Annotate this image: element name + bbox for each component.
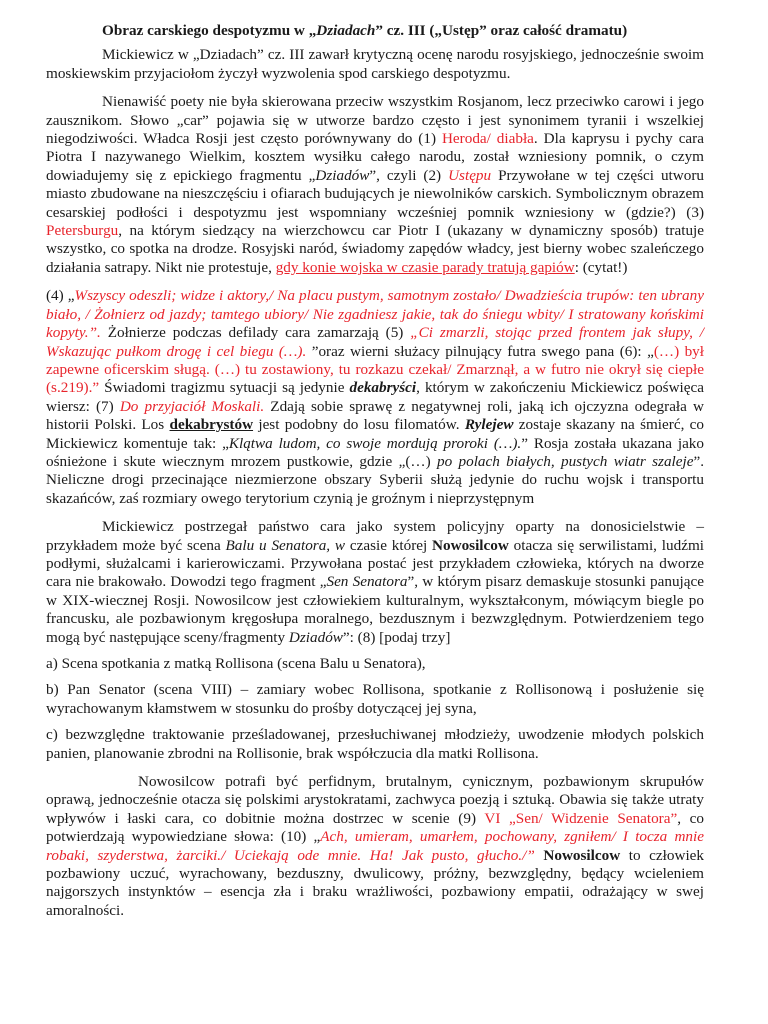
text-run: , co potwierdzają wypowiedziane słowa: (10) „: [46, 809, 704, 846]
italic-run: Dziadów: [315, 166, 370, 184]
text-run: Nienawiść poety nie była skierowana przeciw wszystkim Rosjanom, lecz przeciwko carowi i jego zausznikom. Słowo „car” pojawia się w utworze bardzo często i jest synonimem tyranii i wszelkiej niegodziwości. Władca Rosji jest często porównywany do (1): [46, 93, 704, 148]
text-run: ” Rosja została ukazana jako ośnieżone i skute wiecznym mrozem pustkowie, gdzie „(…): [46, 434, 704, 470]
list-item-a: [46, 655, 704, 673]
list-item-text: a) Scena spotkania z matką Rollisona (scena Balu u Senatora),: [46, 655, 426, 672]
text-run: , którym w zakończeniu Mickiewicz poświęca wiersz: (7): [46, 379, 705, 415]
paragraph-text: Mickiewicz w „Dziadach” cz. III zawarł krytyczną ocenę narodu rosyjskiego, jednocześnie swoim moskiewskim przyjaciołom życzył wyzwolenia spod carskiego despotyzmu.: [46, 46, 704, 82]
bold-underlined-run: dekabrystów: [169, 416, 254, 434]
text-run: ”. Nieliczne drogi przecinające niezmierzone obszary Syberii służą jedynie do ruchu wojsk i transportu skazańców, zaś rozmiary owego terytorium czynią je groźnym i nieprzystępnym: [46, 452, 705, 507]
answer-3: Petersburgu: [46, 222, 119, 240]
text-run: Zdają sobie sprawę z negatywnej roli, jaką ich ojczyzna odegrała w historii Polski. Los: [46, 397, 704, 434]
answer-5: „Ci zmarzli, stojąc przed frontem jak słupy, / Wskazując pułkom drogę i cel biegu (…).: [46, 324, 704, 360]
bold-run: Nowosilcow: [543, 846, 621, 864]
paragraph-tsar-hatred: [46, 93, 704, 277]
list-item-c: [46, 726, 704, 763]
text-run: Żołnierze podczas defilady cara zamarzają (5): [100, 324, 411, 342]
text-run: ”, czyli (2): [369, 166, 449, 184]
text-run: ”: (8) [podaj trzy]: [342, 628, 451, 646]
italic-run: Balu u Senatora, w: [225, 536, 346, 554]
text-run: ”oraz wierni służacy pilnujący futra swego pana (6): „: [306, 342, 654, 360]
text-run: to człowiek pozbawiony uczuć, wyrachowany, bezduszny, dwulicowy, próżny, bezwzględny, będący wcieleniem najgorszych instynktów – esencja zła i braku wrażliwości, pozbawiony empatii, odrażający w swej amoralności.: [46, 846, 704, 919]
page-title: [102, 22, 704, 40]
text-run: : (cytat!): [574, 258, 628, 276]
paragraph-intro: [46, 46, 704, 83]
text-run: ”, w którym pisarz demaskuje stosunki panujące w XIX-wiecznej Rosji. Nowosilcow jest człowiekiem kulturalnym, wykształconym, mówiącym biegle po francusku, ale pozbawionym kręgosłupa moralnego, bezdusznym i bezwzględnym. Potwierdzeniem tego mogą być następujące sceny/fragmenty: [46, 573, 704, 646]
answer-10: Ach, umieram, umarłem, pochowany, zgniłem/ I tocza mnie robaki, szyderstwa, żarciki./ Uciekają ode mnie. Ha! Jak pusto, głucho./”: [46, 828, 704, 864]
text-run: Mickiewicz postrzegał państwo cara jako system policyjny oparty na donosicielstwie – przykładem może być scena: [46, 518, 704, 554]
text-run: Świadomi tragizmu sytuacji są jedynie: [99, 379, 350, 397]
text-run: jest podobny do losu filomatów.: [253, 416, 465, 434]
text-run: czasie której: [345, 536, 433, 554]
italic-run: Dziadów: [288, 628, 343, 646]
text-run: zostaje skazany na śmierć, co Mickiewicz komentuje tak: „: [46, 416, 704, 452]
bold-italic-run: Rylejew: [464, 416, 514, 434]
list-item-text: c) bezwzględne traktowanie prześladowanej, przesłuchiwanej młodzieży, uwodzenie młodych polskich panien, planowanie zbrodni na Rollisonie, brak współczucia dla matki Rollisona.: [46, 726, 704, 762]
list-item-b: [46, 681, 704, 718]
paragraph-nowosilcow: [46, 773, 704, 920]
answer-2: Ustępu: [448, 166, 492, 184]
highlight-red-underlined: gdy konie wojska w czasie parady tratują gapiów: [275, 258, 575, 276]
text-run: . Dla kaprysu i pychy cara Piotra I nazywanego Wielkim, kosztem wysiłku całego narodu, został wzniesiony pomnik, o czym dowiadujemy się z epickiego fragmentu „: [46, 130, 704, 184]
italic-run: Klątwa ludom, co swoje mordują proroki (…).: [228, 434, 522, 452]
bold-italic-run: dekabryści: [349, 379, 417, 397]
paragraph-police-state: [46, 518, 704, 647]
text-run: (4) „: [46, 287, 75, 305]
list-item-text: b) Pan Senator (scena VIII) – zamiary wobec Rollisona, spotkanie z Rollisonową i posłużenie się wyrachowanym kłamstwem w stosunku do prośby dotyczącej jej syna,: [46, 681, 704, 717]
title-part: Obraz carskiego despotyzmu w „: [102, 22, 317, 39]
answer-7: Do przyjaciół Moskali.: [119, 397, 265, 415]
answer-9: VI „Sen/ Widzenie Senatora”: [484, 809, 678, 827]
answer-1: Heroda/ diabła: [441, 130, 534, 148]
answer-4: Wszyscy odeszli; widze i aktory,/ Na placu pustym, samotnym zostało/ Dwadzieścia trupów: ten ubrany biało, / Żołnierz od jazdy; tamtego ubiory/ Nie zgadniesz jakie, tak do śniegu wbity/ I stratowany końskimi kopyty.”.: [46, 287, 704, 342]
text-run: Nowosilcow potrafi być perfidnym, brutalnym, cynicznym, pozbawionym skrupułów oprawą, jednocześnie otacza się polskimi arystokratami, zachwyca poezją i sztuką. Obawia się także utraty wpływów i łaski cara, co dobitnie można dostrzec w scenie (9): [46, 773, 704, 827]
text-run: Przywołane w tej części utworu miasto zbudowane na nieszczęściu i ofiarach budujących je niewolników carskich. Symbolicznym obrazem cesarskiej podłości i despotyzmu jest wspomniany wcześniej pomnik wzniesiony w (gdzie?) (3): [46, 166, 704, 221]
paragraph-quotes: [46, 287, 704, 508]
answer-6: (…) był zapewne oficerskim sługą. (…) tu zostawiony, tu rozkazu czekał/ Zmarznął, a w futro nie okrył się ciepłe (s.219).”: [46, 342, 704, 397]
italic-run: Sen Senatora: [326, 573, 408, 591]
title-part: ” cz. III („Ustęp” oraz całość dramatu): [375, 22, 628, 39]
italic-run: po polach białych, pustych wiatr szaleje: [436, 452, 694, 470]
title-italic-part: Dziadach: [316, 22, 376, 39]
bold-run: Nowosilcow: [432, 536, 509, 554]
text-run: otacza się serwilistami, ludźmi podłymi, służalcami i karierowiczami. Przywołana postać jest przykładem człowieka, których na dworze cara nie brakowało. Dowodzi tego fragment „: [46, 536, 704, 591]
text-run: , na którym siedzący na wierzchowcu car Piotr I (ukazany w dynamiczny sposób) tratuje wszystko, co spotka na drodze. Rosyjski naród, świadomy zapędów władcy, jest bierny wobec szaleńczego działania satrapy. Nikt nie protestuje,: [46, 222, 704, 276]
